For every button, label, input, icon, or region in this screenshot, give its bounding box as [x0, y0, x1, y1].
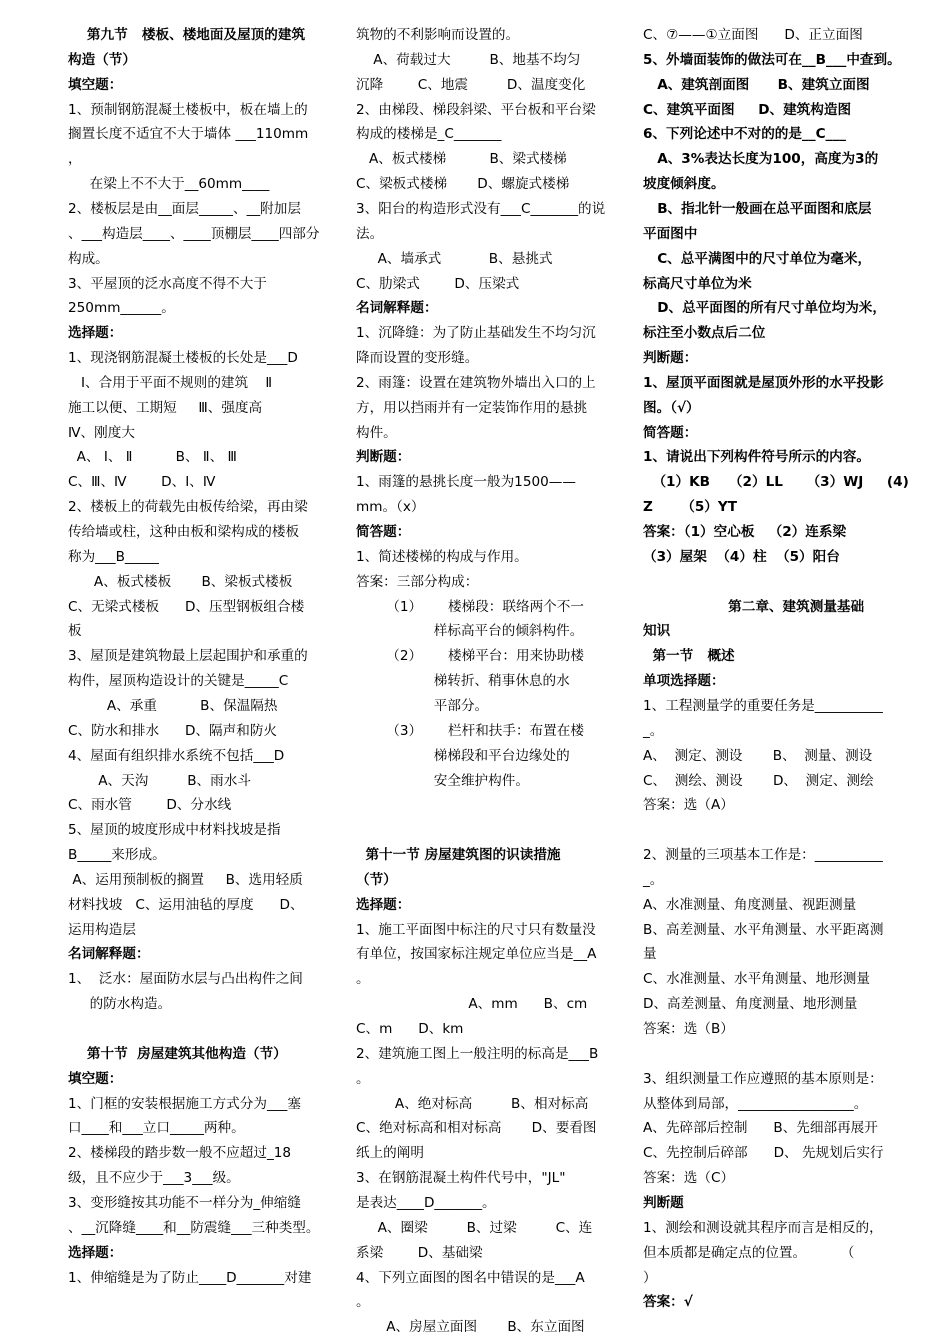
text-line: A、房屋立面图 B、东立面图 — [356, 1319, 585, 1336]
text-line: 2、由梯段、梯段斜梁、平台板和平台梁 — [356, 101, 596, 118]
text-line: C、Ⅲ、Ⅳ D、Ⅰ、Ⅳ — [68, 474, 216, 491]
text-line: 有单位，按国家标注规定单位应当是__A — [356, 946, 597, 963]
text-line: 5、外墙面装饰的做法可在__B___中查到。 — [643, 51, 901, 68]
text-line: 第二章、建筑测量基础 — [643, 598, 865, 615]
text-line: mm。（x） — [356, 499, 425, 516]
text-line: C、无梁式楼板 D、压型钢板组合楼 — [68, 598, 305, 615]
text-line: 运用构造层 — [68, 921, 136, 938]
text-line: 构成。 — [68, 250, 109, 267]
text-line: 答案：√ — [643, 1294, 693, 1311]
text-line: A、3%表达长度为100，高度为3的 — [643, 151, 879, 168]
text-line: 从整体到局部，_________________。 — [643, 1095, 868, 1112]
text-line: （3） 栏杆和扶手：布置在楼 — [356, 722, 584, 739]
text-line: 降而设置的变形缝。 — [356, 350, 479, 367]
text-line: A、板式楼板 B、梁板式楼板 — [68, 573, 293, 590]
text-line: 沉降 C、地震 D、温度变化 — [356, 76, 586, 93]
text-line: C、m D、km — [356, 1021, 464, 1037]
text-line: 答案：选（B） — [643, 1021, 734, 1037]
text-line: 。 — [356, 971, 370, 988]
text-line: A、绝对标高 B、相对标高 — [356, 1095, 589, 1112]
text-line: 。 — [356, 1070, 370, 1087]
text-line: 1、雨篷的悬挑长度一般为1500—— — [356, 474, 576, 491]
text-line: A、建筑剖面图 B、建筑立面图 — [643, 76, 870, 93]
text-line: 1、施工平面图中标注的尺寸只有数量没 — [356, 921, 596, 938]
text-line: A、水准测量、角度测量、视距测量 — [643, 896, 857, 913]
text-line: 1、请说出下列构件符号所示的内容。 — [643, 449, 870, 466]
text-line: 系梁 D、基础梁 — [356, 1244, 483, 1261]
text-line: 1、预制钢筋混凝土楼板中，板在墙上的 — [68, 101, 308, 118]
text-line: 判断题 — [643, 1194, 684, 1211]
text-line: （2） 楼梯平台：用来协助楼 — [356, 648, 584, 665]
text-line: A、天沟 B、雨水斗 — [68, 772, 251, 789]
text-line: 选择题： — [356, 896, 411, 913]
text-line: 1、屋顶平面图就是屋顶外形的水平投影 — [643, 374, 884, 391]
text-line: 1、 泛水：屋面防水层与凸出构件之间 — [68, 971, 303, 988]
text-line: 2、雨篷：设置在建筑物外墙出入口的上 — [356, 374, 596, 391]
text-line: A、mm B、cm — [356, 996, 588, 1013]
text-line: C、总平满图中的尺寸单位为毫米， — [643, 250, 872, 267]
text-line: 选择题： — [68, 325, 123, 342]
text-line: 梯转折、稍事休息的水 — [356, 673, 570, 690]
text-line: 方，用以挡雨并有一定装饰作用的悬挑 — [356, 399, 588, 416]
text-line: 纸上的阐明 — [356, 1145, 424, 1162]
text-line: 250mm______。 — [68, 300, 175, 317]
text-line: D、总平面图的所有尺寸单位均为米， — [643, 300, 886, 317]
text-line: 2、测量的三项基本工作是：__________ — [643, 847, 883, 864]
text-line: C、水准测量、水平角测量、地形测量 — [643, 971, 870, 988]
text-line: 选择题： — [68, 1244, 123, 1261]
text-line: 口____和___立口_____两种。 — [68, 1120, 245, 1137]
text-line: 判断题： — [356, 449, 411, 466]
text-line: 第十一节 房屋建筑图的识读措施 — [356, 847, 561, 864]
text-line: 平部分。 — [356, 697, 489, 714]
text-line: A、板式楼梯 B、梁式楼梯 — [356, 151, 567, 168]
text-line: 级，且不应少于___3___级。 — [68, 1170, 240, 1187]
text-line: B、高差测量、水平角测量、水平距离测 — [643, 921, 884, 938]
text-line: 在梁上不不大于__60mm____ — [68, 176, 270, 193]
text-line: A、圈梁 B、过梁 C、连 — [356, 1219, 593, 1236]
text-line: 答案：三部分构成： — [356, 573, 479, 590]
text-line: C、建筑平面图 D、建筑构造图 — [643, 101, 852, 118]
text-line: B、指北针一般画在总平面图和底层 — [643, 200, 872, 217]
text-line: A、先碎部后控制 B、先细部再展开 — [643, 1120, 878, 1137]
text-line: 施工以便、工期短 Ⅲ、强度高 — [68, 399, 263, 416]
text-line: 称为___B_____ — [68, 548, 159, 565]
text-line: ） — [643, 1269, 657, 1286]
text-line: 、___构造层____、____顶棚层____四部分 — [68, 225, 320, 242]
text-line: 名词解释题： — [68, 946, 150, 963]
text-line: 第十节 房屋建筑其他构造（节） — [68, 1045, 287, 1062]
text-line: 第九节 楼板、楼地面及屋顶的建筑 — [68, 27, 306, 43]
text-line: 名词解释题： — [356, 300, 438, 317]
text-line: 构造（节） — [68, 51, 136, 68]
text-line: 是表达____D_______。 — [356, 1194, 496, 1211]
text-line: 判断题： — [643, 350, 698, 367]
text-line: 安全维护构件。 — [356, 772, 529, 789]
text-line: B_____来形成。 — [68, 847, 166, 864]
text-line: 4、屋面有组织排水系统不包括___D — [68, 747, 285, 764]
text-line: D、高差测量、角度测量、地形测量 — [643, 996, 858, 1013]
text-line: 样标高平台的倾斜构件。 — [356, 623, 584, 640]
text-line: 2、楼梯段的踏步数一般不应超过_18 — [68, 1145, 292, 1162]
text-line: 3、平屋顶的泛水高度不得不大于 — [68, 275, 267, 292]
text-line: 但本质都是确定点的位置。 （ — [643, 1244, 855, 1261]
text-line: C、先控制后碎部 D、 先规划后实行 — [643, 1145, 884, 1162]
text-line: 1、沉降缝：为了防止基础发生不均匀沉 — [356, 325, 596, 342]
text-line: 坡度倾斜度。 — [643, 176, 725, 193]
text-line: A、承重 B、保温隔热 — [68, 697, 278, 714]
text-line: 第一节 概述 — [643, 648, 735, 665]
text-line: 2、楼板上的荷载先由板传给梁，再由梁 — [68, 499, 308, 516]
text-line: 1、伸缩缝是为了防止____D_______对建 — [68, 1269, 312, 1286]
text-line: 、__沉降缝____和__防震缝___三种类型。 — [68, 1219, 320, 1236]
text-line: （节） — [356, 871, 397, 888]
text-line: 3、屋顶是建筑物最上层起围护和承重的 — [68, 648, 308, 665]
text-line: 1、工程测量学的重要任务是__________ — [643, 697, 883, 714]
text-line: 答案：选（C） — [643, 1170, 735, 1187]
text-line: 答案：选（A） — [643, 797, 734, 814]
text-line: （3）屋架 （4）柱 （5）阳台 — [643, 548, 840, 565]
text-line: Ⅰ、合用于平面不规则的建筑 Ⅱ — [68, 374, 273, 391]
text-line: C、绝对标高和相对标高 D、要看图 — [356, 1120, 597, 1137]
text-line: 2、楼板层是由__面层_____、__附加层 — [68, 200, 301, 217]
text-line: 4、下列立面图的图名中错误的是___A — [356, 1269, 585, 1286]
text-line: 梯梯段和平台边缘处的 — [356, 747, 570, 764]
text-line: 标注至小数点后二位 — [643, 325, 766, 342]
text-line: 。 — [356, 1294, 370, 1311]
text-line: Z （5）YT — [643, 499, 738, 516]
text-line: 3、变形缝按其功能不一样分为_伸缩缝 — [68, 1194, 301, 1211]
text-line: Ⅳ、刚度大 — [68, 424, 135, 441]
text-line: 简答题： — [356, 524, 411, 540]
text-line: 法。 — [356, 225, 384, 242]
text-line: 1、现浇钢筋混凝土楼板的长处是___D — [68, 350, 298, 367]
text-line: C、 测绘、测设 D、 测定、测绘 — [643, 772, 874, 789]
text-line: 知识 — [643, 623, 671, 640]
text-line: A、墙承式 B、悬挑式 — [356, 250, 553, 267]
text-line: 5、屋顶的坡度形成中材料找坡是指 — [68, 822, 281, 839]
text-line: 传给墙或柱，这种由板和梁构成的楼板 — [68, 524, 300, 540]
text-line: C、肋梁式 D、压梁式 — [356, 275, 520, 292]
text-line: 构成的楼梯是_C_______ — [356, 126, 502, 143]
text-line: A、 测定、测设 B、 测量、测设 — [643, 747, 873, 764]
text-line: 量 — [643, 946, 657, 963]
text-line: 1、门框的安装根据施工方式分为___塞 — [68, 1095, 301, 1112]
text-line: A、运用预制板的搁置 B、选用轻质 — [68, 871, 303, 888]
text-line: 1、测绘和测设就其程序而言是相反的， — [643, 1219, 883, 1236]
text-line: （1） 楼梯段：联络两个不一 — [356, 598, 584, 615]
text-line: 筑物的不利影响而设置的。 — [356, 27, 520, 43]
text-line: 图。（√） — [643, 399, 700, 416]
text-line: 平面图中 — [643, 225, 698, 242]
text-line: 填空题： — [68, 76, 123, 93]
text-line: 搁置长度不适宜不大于墙体 ___110mm — [68, 126, 309, 143]
text-line: 1、简述楼梯的构成与作用。 — [356, 548, 528, 565]
text-line: 单项选择题： — [643, 673, 725, 690]
text-line: C、雨水管 D、分水线 — [68, 797, 232, 814]
text-line: 6、下列论述中不对的的是__C___ — [643, 126, 846, 143]
text-line: ， — [68, 151, 82, 168]
text-line: A、荷载过大 B、地基不均匀 — [356, 51, 581, 68]
text-line: 标高尺寸单位为米 — [643, 275, 752, 292]
text-line: _。 — [643, 871, 664, 888]
text-line: 填空题： — [68, 1070, 123, 1087]
text-line: 2、建筑施工图上一般注明的标高是___B — [356, 1045, 599, 1062]
text-line: 板 — [68, 623, 82, 640]
text-line: 3、在钢筋混凝土构件代号中，"JL" — [356, 1170, 566, 1187]
text-line: C、⑦——①立面图 D、正立面图 — [643, 27, 863, 43]
text-line: 3、组织测量工作应遵照的基本原则是： — [643, 1070, 883, 1087]
text-line: 的防水构造。 — [68, 996, 172, 1013]
text-line: A、 Ⅰ、 Ⅱ B、 Ⅱ、 Ⅲ — [68, 449, 237, 466]
text-line: _。 — [643, 722, 664, 739]
text-line: C、梁板式楼梯 D、螺旋式楼梯 — [356, 176, 570, 193]
text-line: 构件。 — [356, 424, 397, 441]
text-line: 简答题： — [643, 424, 698, 441]
text-line: 3、阳台的构造形式没有___C_______的说 — [356, 200, 606, 217]
text-line: C、防水和排水 D、隔声和防火 — [68, 722, 278, 739]
text-line: 材料找坡 C、运用油毡的厚度 D、 — [68, 896, 304, 913]
text-line: （1）KB （2）LL （3）WJ (4) — [643, 474, 909, 491]
text-line: 答案：（1）空心板 （2）连系梁 — [643, 524, 847, 540]
text-line: 构件，屋顶构造设计的关键是_____C — [68, 673, 289, 690]
